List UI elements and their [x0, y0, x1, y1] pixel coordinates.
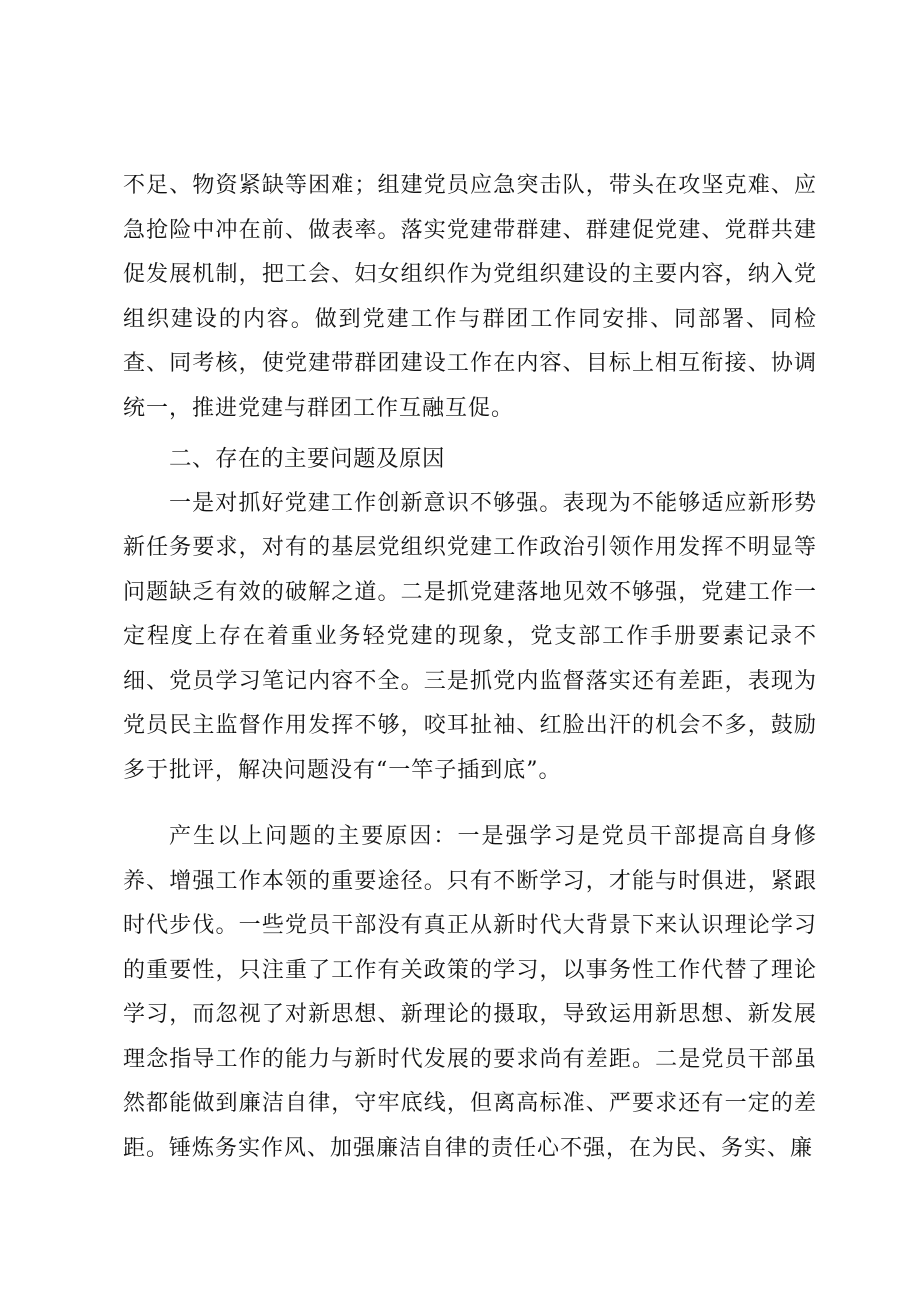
section-heading: 二、存在的主要问题及原因 — [169, 446, 446, 472]
document-body — [123, 164, 817, 1171]
paragraph-causes: 产生以上问题的主要原因：一是强学习是党员干部提高自身修养、增强工作本领的重要途径。只有不断学习，才能与时俱进，紧跟时代步伐。一些党员干部没有真正从新时代大背景下来认识理论学习的重要性，只注重了工作有关政策的学习，以事务性工作代替了理论学习，而忽视了对新思想、新理论的摄取，导致运用新思想、新发展理念指导工作的能力与新时代发展的要求尚有差距。二是党员干部虽然都能做到廉洁自律，守牢底线，但离高标准、严要求还有一定的差距。锤炼务实作风、加强廉洁自律的责任心不强，在为民、务实、廉 — [123, 824, 817, 1161]
paragraph-continued: 不足、物资紧缺等困难；组建党员应急突击队，带头在攻坚克难、应急抢险中冲在前、做表率。落实党建带群建、群建促党建、党群共建促发展机制，把工会、妇女组织作为党组织建设的主要内容，纳入党组织建设的内容。做到党建工作与群团工作同安排、同部署、同检查、同考核，使党建带群团建设工作在内容、目标上相互衔接、协调统一，推进党建与群团工作互融互促。 — [123, 173, 817, 421]
paragraph-problems: 一是对抓好党建工作创新意识不够强。表现为不能够适应新形势新任务要求，对有的基层党组织党建工作政治引领作用发挥不明显等问题缺乏有效的破解之道。二是抓党建落地见效不够强，党建工作一定程度上存在着重业务轻党建的现象，党支部工作手册要素记录不细、党员学习笔记内容不全。三是抓党内监督落实还有差距，表现为党员民主监督作用发挥不够，咬耳扯袖、红脸出汗的机会不多，鼓励多于批评，解决问题没有“一竿子插到底”。 — [123, 490, 817, 783]
